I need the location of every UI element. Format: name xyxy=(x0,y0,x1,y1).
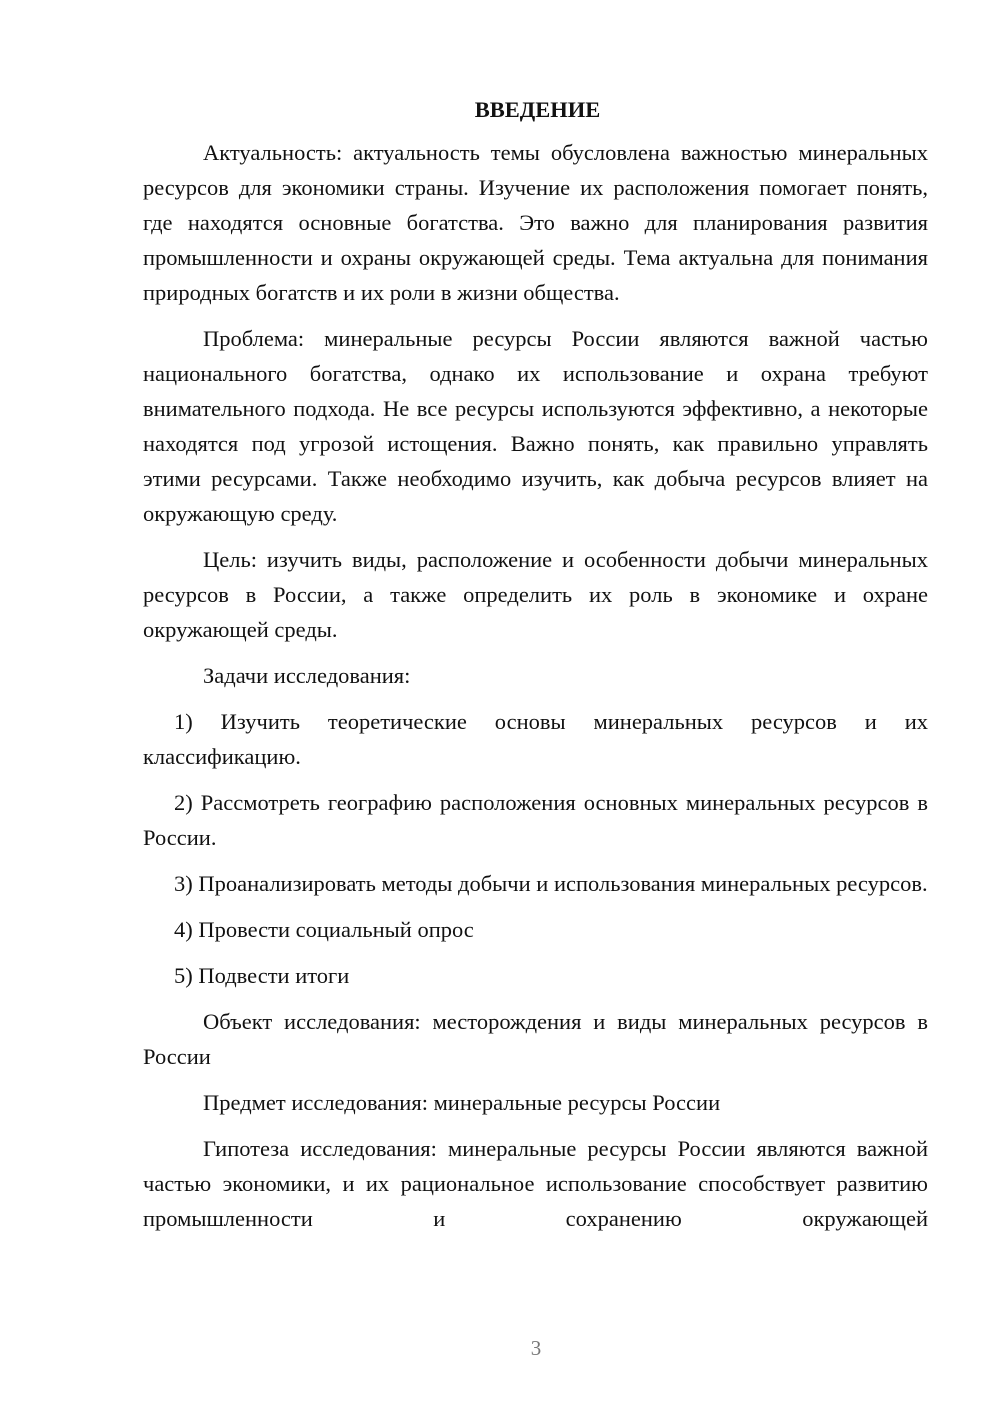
page-number: 3 xyxy=(530,1336,542,1360)
research-subject-paragraph: Предмет исследования: минеральные ресурсы России xyxy=(203,1090,721,1115)
relevance-paragraph: Актуальность: актуальность темы обусловлена важностью минеральных ресурсов для экономики страны. Изучение их расположения помогает понять, где находятся основные богатства. Это важно для планирования развития промышленности и охраны окружающей среды. Тема актуальна для понимания природных богатств и их роли в жизни общества. xyxy=(143,140,928,305)
tasks-heading: Задачи исследования: xyxy=(203,663,411,688)
task-item-5: 5) Подвести итоги xyxy=(174,963,350,988)
task-item-3: 3) Проанализировать методы добычи и использования минеральных ресурсов. xyxy=(174,871,928,896)
goal-paragraph: Цель: изучить виды, расположение и особенности добычи минеральных ресурсов в России, а также определить их роль в экономике и охране окружающей среды. xyxy=(143,547,928,642)
page-title: ВВЕДЕНИЕ xyxy=(474,97,601,122)
research-object-paragraph: Объект исследования: месторождения и виды минеральных ресурсов в России xyxy=(143,1009,928,1069)
problem-paragraph: Проблема: минеральные ресурсы России являются важной частью национального богатства, однако их использование и охрана требуют внимательного подхода. Не все ресурсы используются эффективно, а некоторые находятся под угрозой истощения. Важно понять, как правильно управлять этими ресурсами. Также необходимо изучить, как добыча ресурсов влияет на окружающую среду. xyxy=(143,326,928,526)
page-content xyxy=(143,95,928,1247)
task-item-2: 2) Рассмотреть географию расположения основных минеральных ресурсов в России. xyxy=(143,790,928,850)
hypothesis-paragraph: Гипотеза исследования: минеральные ресурсы России являются важной частью экономики, и их рациональное использование способствует развитию промышленности и сохранению окружающей xyxy=(143,1136,928,1231)
task-item-4: 4) Провести социальный опрос xyxy=(174,917,474,942)
task-item-1: 1) Изучить теоретические основы минеральных ресурсов и их классификацию. xyxy=(143,709,928,769)
